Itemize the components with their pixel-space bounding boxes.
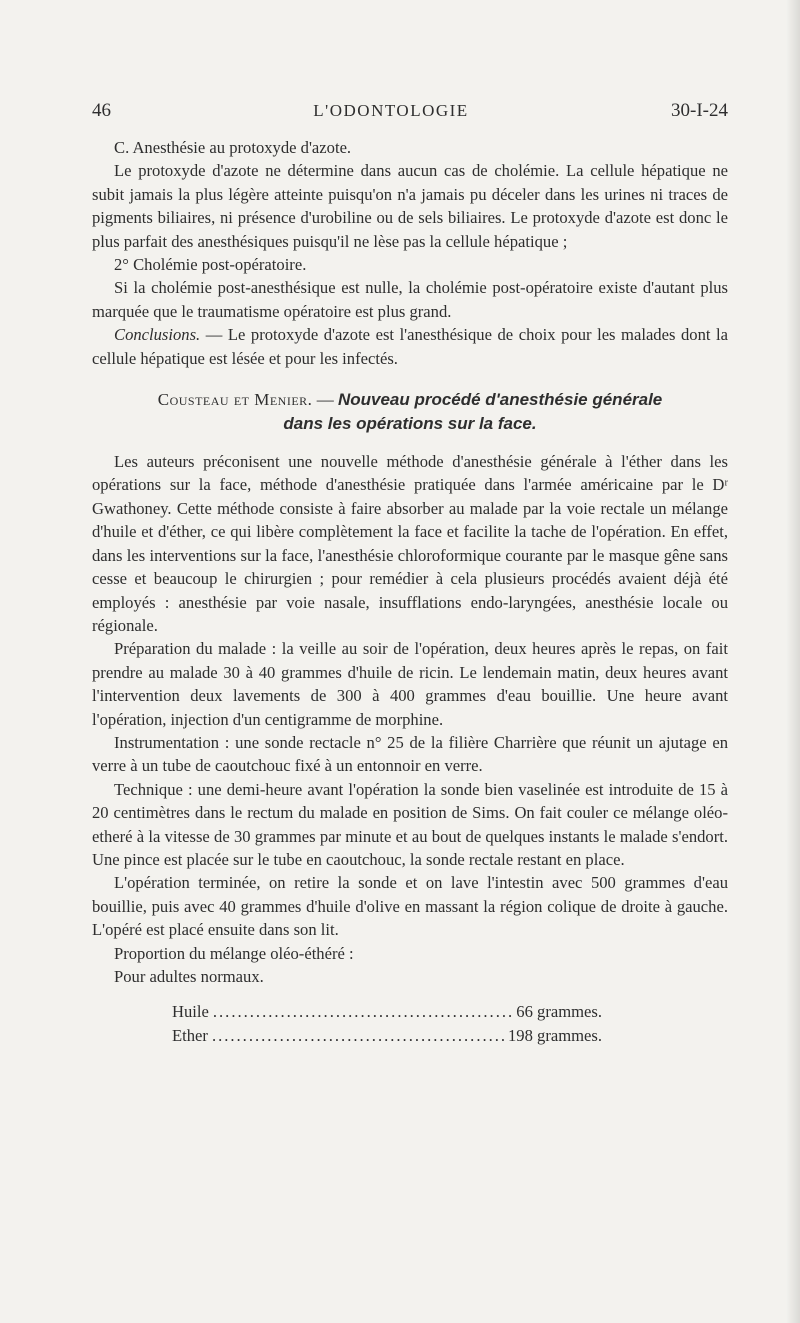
recipe-quantity: 198 grammes. (507, 1025, 602, 1045)
leader-dots (212, 1024, 504, 1047)
article-paragraph-technique: Technique : une demi-heure avant l'opération la sonde bien vaselinée est introduite de 15 à 20 centimètres dans le rectum du malade en position de Sims. On fait couler ce mélange oléo-etheré à la vitesse de 30 grammes par minute et au bout de quelques instants le malade s'endort. Une pince est placée sur le tube en caoutchouc, la sonde rectale restant en place. (92, 779, 728, 869)
recipe-row-ether (172, 1024, 602, 1047)
book-page (92, 100, 728, 1047)
conclusions-label: Conclusions. (114, 325, 201, 345)
recipe-quantity: 66 grammes. (516, 1002, 602, 1022)
adults-line: Pour adultes normaux. (114, 967, 264, 986)
section-c-paragraph-2: Si la cholémie post-anesthésique est nulle, la cholémie post-opératoire existe d'autant plus marquée que le traumatisme opératoire est plus grand. (92, 278, 728, 321)
article-heading (92, 388, 728, 436)
mixture-recipe (172, 1000, 602, 1047)
recipe-row-oil (172, 1000, 602, 1023)
article-paragraph-after-operation: L'opération terminée, on retire la sonde et on lave l'intestin avec 500 grammes d'eau bouillie, puis avec 40 grammes d'huile d'olive en massant la région colique de droite à gauche. L'opéré est placé ensuite dans son lit. (92, 873, 728, 940)
article-paragraph-instrumentation: Instrumentation : une sonde rectacle n° 25 de la filière Charrière que réunit un ajutage en verre à un tube de caoutchouc fixé à un entonnoir en verre. (92, 732, 728, 776)
article-authors: Cousteau et Menier. (157, 390, 313, 410)
article-dash: — (312, 390, 338, 410)
recipe-ingredient: Huile (172, 1002, 209, 1022)
page-edge-shadow (786, 0, 800, 1323)
section-c-paragraph-1: Le protoxyde d'azote ne détermine dans aucun cas de cholémie. La cellule hépatique ne subit jamais la plus légère atteinte puisqu'on n'a jamais pu déceler dans les urines ni traces de pigments biliaires, ni présence d'urobiline ou de sels biliaires. Le protoxyde d'azote est donc le plus parfait des anesthésiques puisqu'il ne lèse pas la cellule hépatique ; (92, 161, 728, 251)
journal-title: L'ODONTOLOGIE (313, 101, 469, 120)
conclusions-text: — Le protoxyde d'azote est l'anesthésique de choix pour les malades dont la cellule hépatique est lésée et pour les infectés. (92, 325, 728, 368)
leader-dots (213, 1000, 512, 1023)
section-c-heading: C. Anesthésie au protoxyde d'azote. (114, 138, 352, 157)
article-paragraph-preparation: Préparation du malade : la veille au soir de l'opération, deux heures après le repas, on fait prendre au malade 30 à 40 grammes d'huile de ricin. Le lendemain matin, deux heures avant l'intervention deux lavements de 300 à 400 grammes d'eau bouillie. Une heure avant l'opération, injection d'un centigramme de morphine. (92, 639, 728, 729)
page-number: 46 (92, 100, 111, 121)
article-title-line-1: Nouveau procédé d'anesthésie générale (337, 390, 663, 410)
article-paragraph-intro: Les auteurs préconisent une nouvelle méthode d'anesthésie générale à l'éther dans les opérations sur la face, méthode d'anesthésie pratiquée dans l'armée américaine par le Dʳ Gwathoney. Cette méthode consiste à faire absorber au malade par la voie rectale un mélange d'huile et d'éther, ce qui libère complètement la face et facilite la tache de l'opération. En effet, dans les interventions sur la face, l'anesthésie chloroformique courante par le masque gêne sans cesse et beaucoup le chirurgien ; pour remédier à cela plusieurs procédés avaient déjà été employés : anesthésie par voie nasale, insufflations endo-laryngées, anesthésie locale ou régionale. (92, 452, 728, 635)
issue-date: 30-I-24 (671, 100, 728, 121)
recipe-ingredient: Ether (172, 1025, 208, 1045)
proportion-line: Proportion du mélange oléo-éthéré : (114, 943, 354, 963)
conclusions-paragraph (92, 323, 728, 370)
article-title-line-2: dans les opérations sur la face. (283, 414, 537, 434)
cholemia-subheading: 2° Cholémie post-opératoire. (114, 255, 307, 275)
running-head (92, 100, 728, 126)
